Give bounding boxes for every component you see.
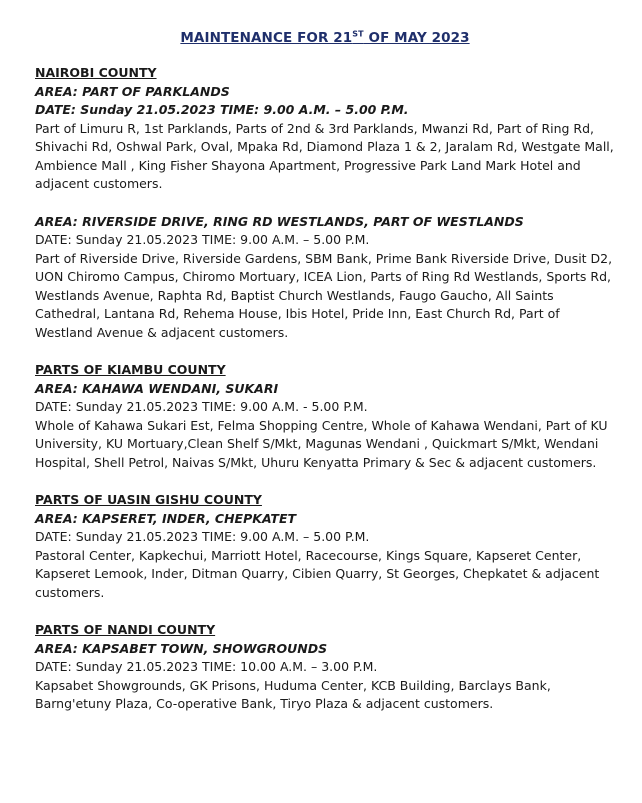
- date-time-line: DATE: Sunday 21.05.2023 TIME: 9.00 A.M. - 5.00 P.M.: [35, 399, 368, 414]
- area-heading: AREA: KAHAWA WENDANI, SUKARI: [35, 380, 279, 396]
- section-uasin-gishu: [35, 491, 615, 602]
- affected-areas-text: Part of Riverside Drive, Riverside Gardens, SBM Bank, Prime Bank Riverside Drive, Dusit D2, UON Chiromo Campus, Chiromo Mortuary, ICEA Lion, Parts of Ring Rd Westlands, Sports Rd, Westlands Avenue, Raphta Rd, Baptist Church Westlands, Faugo Gaucho, All Saints Cathedral, Lantana Rd, Rehema House, Ibis Hotel, Pride Inn, East Church Rd, Part of Westland Avenue & adjacent customers.: [35, 250, 613, 340]
- title-text: MAINTENANCE FOR 21: [180, 30, 353, 46]
- affected-areas-text: Kapsabet Showgrounds, GK Prisons, Huduma Center, KCB Building, Barclays Bank, Barng'etuny Plaza, Co-operative Bank, Tiryo Plaza & adjacent customers.: [35, 677, 551, 711]
- document-page: [35, 30, 615, 733]
- section-nairobi: [35, 64, 615, 194]
- county-heading: PARTS OF KIAMBU COUNTY: [35, 362, 226, 377]
- title-superscript: ST: [352, 29, 364, 39]
- document-title: [35, 30, 615, 46]
- date-time-line: DATE: Sunday 21.05.2023 TIME: 9.00 A.M. – 5.00 P.M.: [35, 529, 370, 544]
- affected-areas-text: Whole of Kahawa Sukari Est, Felma Shopping Centre, Whole of Kahawa Wendani, Part of KU University, KU Mortuary,Clean Shelf S/Mkt, Magunas Wendani , Quickmart S/Mkt, Wendani Hospital, Shell Petrol, Naivas S/Mkt, Uhuru Kenyatta Primary & Sec & adjacent customers.: [35, 417, 608, 470]
- affected-areas-text: Pastoral Center, Kapkechui, Marriott Hotel, Racecourse, Kings Square, Kapseret Center, Kapseret Lemook, Inder, Ditman Quarry, Cibien Quarry, St Georges, Chepkatet & adjacent customers.: [35, 547, 600, 600]
- county-heading: PARTS OF NANDI COUNTY: [35, 622, 216, 637]
- area-heading: AREA: KAPSERET, INDER, CHEPKATET: [35, 510, 297, 526]
- section-kiambu: [35, 361, 615, 472]
- title-text-suffix: OF MAY 2023: [363, 30, 470, 46]
- date-time-line: DATE: Sunday 21.05.2023 TIME: 9.00 A.M. – 5.00 P.M.: [35, 102, 409, 117]
- section-westlands: [35, 213, 615, 343]
- county-heading: PARTS OF UASIN GISHU COUNTY: [35, 492, 262, 507]
- county-heading: NAIROBI COUNTY: [35, 65, 157, 80]
- affected-areas-text: Part of Limuru R, 1st Parklands, Parts of 2nd & 3rd Parklands, Mwanzi Rd, Part of Ring Rd, Shivachi Rd, Oshwal Park, Oval, Mpaka Rd, Diamond Plaza 1 & 2, Jaralam Rd, Westgate Mall, Ambience Mall , King Fisher Shayona Apartment, Progressive Park Land Mark Hotel and adjacent customers.: [35, 120, 614, 191]
- date-time-line: DATE: Sunday 21.05.2023 TIME: 9.00 A.M. – 5.00 P.M.: [35, 232, 370, 247]
- date-time-line: DATE: Sunday 21.05.2023 TIME: 10.00 A.M. – 3.00 P.M.: [35, 659, 378, 674]
- area-heading: AREA: PART OF PARKLANDS: [35, 83, 230, 99]
- area-heading: AREA: KAPSABET TOWN, SHOWGROUNDS: [35, 640, 328, 656]
- section-nandi: [35, 621, 615, 714]
- area-heading: AREA: RIVERSIDE DRIVE, RING RD WESTLANDS, PART OF WESTLANDS: [35, 213, 524, 229]
